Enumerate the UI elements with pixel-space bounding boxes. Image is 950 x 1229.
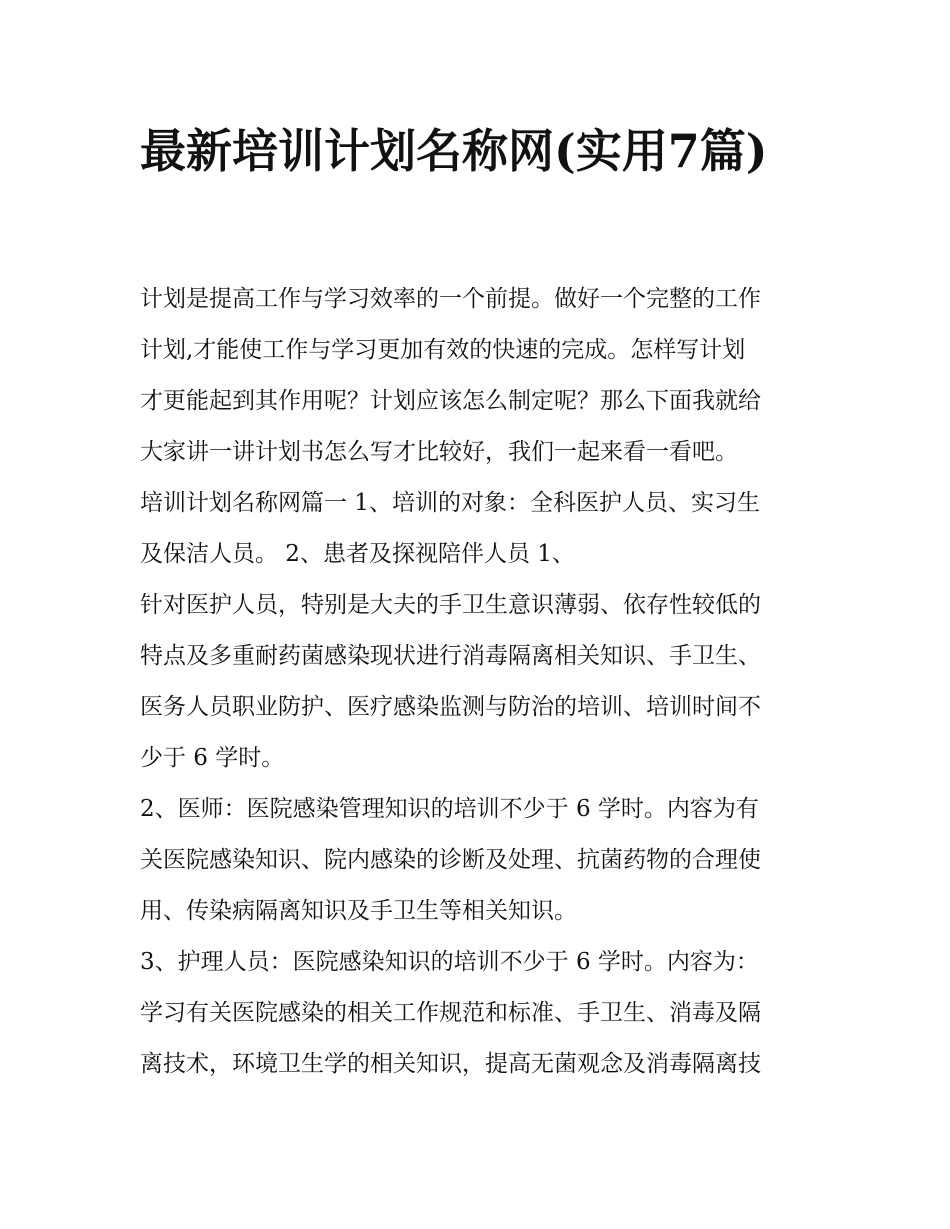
document-title: 最新培训计划名称网(实用7篇): [140, 124, 768, 178]
body-line-12: 关医院感染知识、院内感染的诊断及处理、抗菌药物的合理使: [140, 847, 761, 873]
body-line-11: 2、医师：医院感染管理知识的培训不少于 6 学时。内容为有: [140, 796, 759, 822]
body-line-10: 少于 6 学时。: [140, 745, 285, 771]
body-line-16: 离技术，环境卫生学的相关知识，提高无菌观念及消毒隔离技: [140, 1051, 761, 1077]
body-line-1: 计划是提高工作与学习效率的一个前提。做好一个完整的工作: [140, 286, 761, 312]
body-line-2: 计划,才能使工作与学习更加有效的快速的完成。怎样写计划: [140, 337, 746, 363]
body-line-3: 才更能起到其作用呢？计划应该怎么制定呢？那么下面我就给: [140, 388, 761, 414]
body-line-14: 3、护理人员：医院感染知识的培训不少于 6 学时。内容为：: [140, 949, 759, 975]
body-line-4: 大家讲一讲计划书怎么写才比较好，我们一起来看一看吧。: [140, 439, 738, 465]
body-line-15: 学习有关医院感染的相关工作规范和标准、手卫生、消毒及隔: [140, 1000, 761, 1026]
body-line-9: 医务人员职业防护、医疗感染监测与防治的培训、培训时间不: [140, 694, 761, 720]
body-line-7: 针对医护人员，特别是大夫的手卫生意识薄弱、依存性较低的: [140, 592, 761, 618]
body-line-5: 培训计划名称网篇一 1、培训的对象：全科医护人员、实习生: [140, 490, 760, 516]
body-line-13: 用、传染病隔离知识及手卫生等相关知识。: [140, 898, 577, 924]
body-line-6: 及保洁人员。 2、患者及探视陪伴人员 1、: [140, 541, 575, 567]
body-line-8: 特点及多重耐药菌感染现状进行消毒隔离相关知识、手卫生、: [140, 643, 761, 669]
